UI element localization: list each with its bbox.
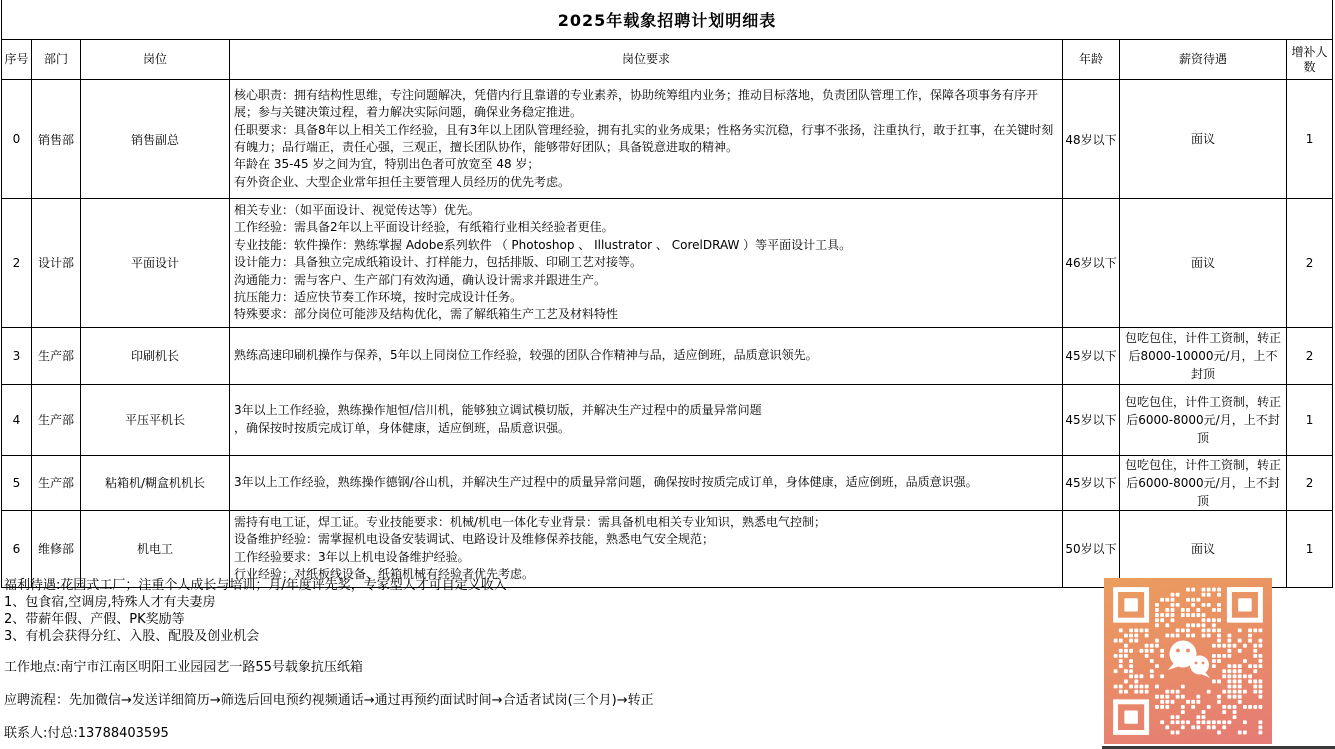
cell-serial-number: 6 [2, 510, 32, 587]
table-row [2, 384, 1333, 455]
requirement-line: 任职要求：具备8年以上相关工作经验，且有3年以上团队管理经验，拥有扎实的业务成果；性格务实沉稳，行事不张扬，注重执行，敢于扛事，在关键时刻有魄力；品行端正，责任心强，三观正，擅长团队协作，能够带好团队；具备锐意进取的精神。 [234, 122, 1054, 154]
column-header-department: 部门 [32, 40, 81, 80]
cell-salary: 包吃包住，计件工资制，转正后6000-8000元/月，上不封顶 [1120, 455, 1287, 510]
cell-position: 机电工 [81, 510, 230, 587]
cell-headcount: 2 [1287, 327, 1333, 384]
table-header-row [2, 40, 1333, 80]
table-row [2, 199, 1333, 328]
requirement-line: ，确保按时按质完成订单，身体健康，适应倒班，品质意识强。 [234, 420, 571, 435]
cell-department: 生产部 [32, 327, 81, 384]
cell-serial-number: 4 [2, 384, 32, 455]
column-header-salary: 薪资待遇 [1120, 40, 1287, 80]
requirement-line: 行业经验：对纸板线设备、纸箱机械有经验者优先考虑。 [234, 567, 535, 582]
cell-position: 印刷机长 [81, 327, 230, 384]
cell-headcount: 1 [1287, 510, 1333, 587]
cell-headcount: 2 [1287, 455, 1333, 510]
column-header-requirements: 岗位要求 [230, 40, 1063, 80]
requirement-line: 年龄在 35-45 岁之间为宜，特别出色者可放宽至 48 岁； [234, 157, 540, 172]
requirement-line: 设备维护经验：需掌握机电设备安装调试、电路设计及维修保养技能，熟悉电气安全规范； [234, 532, 715, 547]
cell-requirements [230, 384, 1063, 455]
cell-age: 50岁以下 [1063, 510, 1120, 587]
benefit-line: 1、包食宿,空调房,特殊人才有夫妻房 [4, 595, 216, 610]
cell-department: 维修部 [32, 510, 81, 587]
cell-serial-number: 0 [2, 80, 32, 199]
table-body [2, 80, 1333, 588]
cell-salary: 面议 [1120, 80, 1287, 199]
cell-requirements [230, 327, 1063, 384]
cell-department: 设计部 [32, 199, 81, 328]
table-row [2, 455, 1333, 510]
table-row [2, 510, 1333, 587]
column-header-serial: 序号 [2, 40, 32, 80]
footer [4, 577, 654, 742]
cell-department: 销售部 [32, 80, 81, 199]
cell-age: 45岁以下 [1063, 384, 1120, 455]
requirement-line: 熟练高速印刷机操作与保养，5年以上同岗位工作经验，较强的团队合作精神与品，适应倒班，品质意识领先。 [234, 348, 818, 363]
cell-requirements [230, 80, 1063, 199]
cell-age: 45岁以下 [1063, 455, 1120, 510]
wechat-qr-code [1104, 578, 1272, 744]
contact-info: 联系人:付总:13788403595 [4, 726, 169, 741]
requirement-line: 设计能力：具备独立完成纸箱设计、打样能力，包括排版、印刷工艺对接等。 [234, 255, 643, 270]
cell-position: 平压平机长 [81, 384, 230, 455]
cell-salary: 面议 [1120, 510, 1287, 587]
requirement-line: 相关专业：（如平面设计、视觉传达等）优先。 [234, 203, 481, 217]
cell-requirements [230, 199, 1063, 328]
cell-position: 平面设计 [81, 199, 230, 328]
cell-requirements [230, 455, 1063, 510]
cell-requirements [230, 510, 1063, 587]
requirement-line: 沟通能力：需与客户、生产部门有效沟通，确认设计需求并跟进生产。 [234, 272, 607, 287]
requirement-line: 特殊要求：部分岗位可能涉及结构优化，需了解纸箱生产工艺及材料特性 [234, 307, 619, 322]
requirement-line: 有外资企业、大型企业常年担任主要管理人员经历的优先考虑。 [234, 174, 571, 189]
cell-salary: 面议 [1120, 199, 1287, 328]
requirement-line: 专业技能：软件操作：熟练掌握 Adobe系列软件 （ Photoshop 、 Illustrator 、 CorelDRAW ）等平面设计工具。 [234, 237, 852, 252]
qr-code-graphic [1104, 578, 1272, 744]
requirement-line: 3年以上工作经验，熟练操作德钢/谷山机，并解决生产过程中的质量异常问题，确保按时按质完成订单，身体健康，适应倒班，品质意识强。 [234, 475, 978, 490]
requirement-line: 3年以上工作经验，熟练操作旭恒/信川机，能够独立调试模切版，并解决生产过程中的质量异常问题 [234, 403, 762, 418]
cell-age: 48岁以下 [1063, 80, 1120, 199]
benefit-line: 3、有机会获得分红、入股、配股及创业机会 [4, 629, 260, 644]
cell-headcount: 2 [1287, 199, 1333, 328]
requirement-line: 工作经验要求：3年以上机电设备维护经验。 [234, 549, 470, 564]
column-header-position: 岗位 [81, 40, 230, 80]
column-header-age: 年龄 [1063, 40, 1120, 80]
column-header-count: 增补人数 [1287, 40, 1333, 80]
cell-serial-number: 2 [2, 199, 32, 328]
table-row [2, 327, 1333, 384]
cell-position: 销售副总 [81, 80, 230, 199]
benefits-list [4, 577, 654, 645]
application-process: 应聘流程：先加微信→发送详细简历→筛选后回电预约视频通话→通过再预约面试时间→合适者试岗(三个月)→转正 [4, 693, 654, 708]
benefit-line: 福利待遇:花园式工厂；注重个人成长与培训；月/年度评先奖，专家型人才可自定义收入 [4, 578, 507, 593]
requirement-line: 工作经验：需具备2年以上平面设计经验，有纸箱行业相关经验者更佳。 [234, 220, 614, 235]
requirement-line: 需持有电工证，焊工证。专业技能要求：机械/机电一体化专业背景：需具备机电相关专业知识，熟悉电气控制； [234, 514, 827, 529]
requirement-line: 核心职责：拥有结构性思维，专注问题解决，凭借内行且靠谱的专业素养，协助统筹组内业务；推动目标落地，负责团队管理工作，保障各项事务有序开展；参与关键决策过程，着力解决实际问题，确保业务稳定推进。 [234, 87, 1039, 120]
cell-serial-number: 5 [2, 455, 32, 510]
cell-salary: 包吃包住，计件工资制，转正后8000-10000元/月，上不封顶 [1120, 327, 1287, 384]
table-row [2, 80, 1333, 199]
work-location: 工作地点:南宁市江南区明阳工业园园艺一路55号载象抗压纸箱 [4, 660, 363, 675]
cell-serial-number: 3 [2, 327, 32, 384]
cell-department: 生产部 [32, 455, 81, 510]
recruitment-table [1, 0, 1333, 588]
cell-headcount: 1 [1287, 80, 1333, 199]
benefit-line: 2、带薪年假、产假、PK奖励等 [4, 612, 185, 627]
cell-salary: 包吃包住，计件工资制，转正后6000-8000元/月，上不封顶 [1120, 384, 1287, 455]
title-row [2, 0, 1333, 40]
cell-headcount: 1 [1287, 384, 1333, 455]
page-title: 2025年载象招聘计划明细表 [2, 0, 1333, 40]
cell-position: 粘箱机/糊盒机机长 [81, 455, 230, 510]
requirement-line: 抗压能力：适应快节奏工作环境，按时完成设计任务。 [234, 289, 523, 304]
cell-department: 生产部 [32, 384, 81, 455]
cell-age: 46岁以下 [1063, 199, 1120, 328]
cell-age: 45岁以下 [1063, 327, 1120, 384]
